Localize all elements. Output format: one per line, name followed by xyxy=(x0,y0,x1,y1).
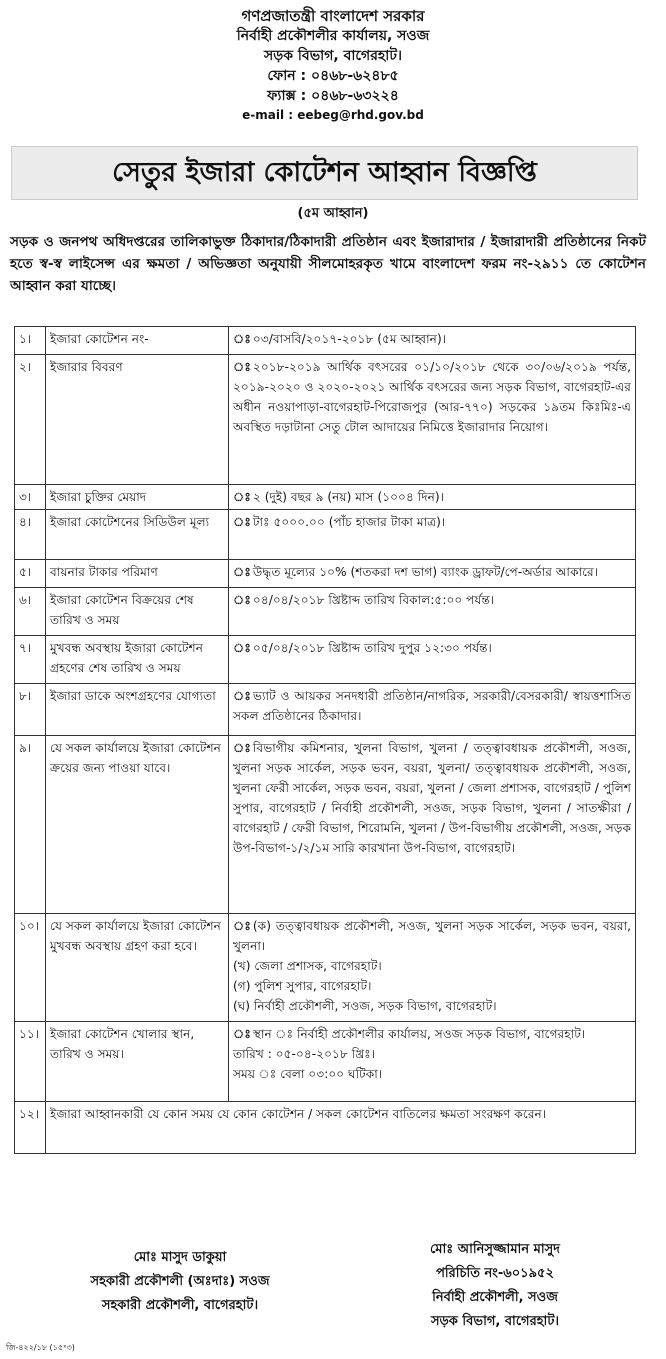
signer-right-id: পরিচিতি নং-৬০১৯৫২ xyxy=(436,1266,554,1281)
value-line: সময় ঃ বেলা ০৩:০০ ঘটিকা। xyxy=(233,1067,383,1081)
colon-mark: ঃ xyxy=(233,741,251,755)
row-label: ইজারা কোটেশন খোলার স্থান, তারিখ ও সময়। xyxy=(46,1022,229,1102)
signer-left-office: সহকারী প্রকৌশলী, বাগেরহাট। xyxy=(101,1298,259,1313)
colon-mark: ঃ xyxy=(233,515,251,529)
value-text: ২ (দুই) বছর ৯ (নয়) মাস (১০০৪ দিন)। xyxy=(252,490,445,504)
value-line: (গ) পুলিশ সুপার, বাগেরহাট। xyxy=(233,979,372,993)
value-line: তারিখ : ০৫-০৪-২০১৮ খ্রিঃ। xyxy=(233,1047,376,1061)
colon-mark: ঃ xyxy=(233,490,251,504)
colon-mark: ঃ xyxy=(233,919,251,933)
row-number: ৩। xyxy=(15,485,46,510)
schedule-row xyxy=(15,588,636,636)
value-line: (ঘ) নির্বাহী প্রকৌশলী, সওজ, সড়ক বিভাগ, বাগেরহাট। xyxy=(233,999,497,1013)
row-value xyxy=(229,914,636,1022)
row-value xyxy=(229,684,636,736)
signer-right-designation: নির্বাহী প্রকৌশলী, সওজ xyxy=(432,1290,558,1305)
row-label: ইজারা ডাকে অংশগ্রহণের যোগ্যতা xyxy=(46,684,229,736)
row-number: ১২। xyxy=(15,1102,46,1154)
row-number: ৭। xyxy=(15,636,46,684)
call-number: (৫ম আহ্বান) xyxy=(297,206,369,221)
row-text: ইজারা আহ্বানকারী যে কোন সময় যে কোন কোটেশন / সকল কোটেশন বাতিলের ক্ষমতা সংরক্ষণ করেন। xyxy=(50,1107,547,1121)
signature-right xyxy=(350,1238,640,1334)
signature-left xyxy=(30,1246,330,1318)
row-label: যে সকল কার্যালয়ে ইজারা কোটেশন ক্রয়ের জন্য পাওয়া যাবে। xyxy=(46,736,229,914)
schedule-row xyxy=(15,1022,636,1102)
row-value xyxy=(229,327,636,355)
row-number: ২। xyxy=(15,355,46,485)
value-text: উদ্ধৃত মূল্যের ১০% (শতকরা দশ ভাগ) ব্যাংক ড্রাফট/পে-অর্ডার আকারে। xyxy=(252,565,599,579)
email-line: e-mail : eebeg@rhd.gov.bd xyxy=(242,108,424,122)
reference-code: জি-৪২২/১৮ (১৫ˣ৩) xyxy=(6,1343,75,1352)
row-label: ইজারার বিবরণ xyxy=(46,355,229,485)
colon-mark: ঃ xyxy=(233,689,251,703)
colon-mark: ঃ xyxy=(233,641,251,655)
value-text: বিভাগীয় কমিশনার, খুলনা বিভাগ, খুলনা / তত্ত্বাবধায়ক প্রকৌশলী, সওজ, খুলনা সড়ক সার্কেল, সড়ক ভবন, বয়রা, খুলনা/ তত্ত্বাবধায়ক প্রকৌশলী, সওজ, খুলনা ফেরী সার্কেল, সড়ক ভবন, বয়রা, খুলনা / জেলা প্রশাসক, বাগেরহাট / পুলিশ সুপার, বাগেরহাট / নির্বাহী প্রকৌশলী, সওজ, সড়ক বিভাগ, খুলনা / সাতক্ষীরা / বাগেরহাট / ফেরী বিভাগ, শিরোমনি, খুলনা / উপ-বিভাগীয় প্রকৌশলী, সওজ, সড়ক উপ-বিভাগ-১/২/১ম সারি কারখানা উপ-বিভাগ, বাগেরহাট। xyxy=(233,741,631,855)
value-text: ২০১৮-২০১৯ আর্থিক বৎসরের ০১/১০/২০১৮ থেকে ৩০/০৬/২০১৯ পর্যন্ত, ২০১৯-২০২০ ও ২০২০-২০২১ আর্থিক বৎসরের জন্য সড়ক বিভাগ, বাগেরহাট-এর অধীন নওয়াপাড়া-বাগেরহাট-পিরোজপুর (আর-৭৭০) সড়কের ১৯তম কিঃমিঃ-এ অবস্থিত দড়াটানা সেতু টোল আদায়ের নিমিত্তে ইজারাদার নিয়োগ। xyxy=(233,360,631,434)
row-number: ১১। xyxy=(15,1022,46,1102)
row-label: ইজারা চুক্তির মেয়াদ xyxy=(46,485,229,510)
row-value xyxy=(229,485,636,510)
row-number: ৪। xyxy=(15,510,46,560)
row-number: ৯। xyxy=(15,736,46,914)
value-text: ভ্যাট ও আয়কর সনদধারী প্রতিষ্ঠান/নাগরিক, সরকারী/বেসরকারী/ স্বায়ত্তশাসিত সকল প্রতিষ্ঠানের ঠিকাদার। xyxy=(233,689,631,723)
notice-title: সেতুর ইজারা কোটেশন আহ্বান বিজ্ঞপ্তি xyxy=(11,146,638,200)
phone-line: ফোন : ০৪৬৮-৬২৪৮৫ xyxy=(267,68,399,84)
signer-left-designation: সহকারী প্রকৌশলী (অঃদাঃ) সওজ xyxy=(90,1274,270,1289)
value-text: টাঃ ৫০০০.০০ (পাঁচ হাজার টাকা মাত্র)। xyxy=(252,515,446,529)
schedule-row xyxy=(15,327,636,355)
signer-left-name: মোঃ মাসুদ ডাকুয়া xyxy=(133,1250,227,1265)
schedule-row xyxy=(15,355,636,485)
row-number: ৮। xyxy=(15,684,46,736)
schedule-row xyxy=(15,636,636,684)
row-value xyxy=(229,736,636,914)
row-number: ১০। xyxy=(15,914,46,1022)
schedule-row xyxy=(15,510,636,560)
row-value xyxy=(229,560,636,588)
schedule-table xyxy=(14,326,636,1154)
row-label: ইজারা কোটেশন বিক্রয়ের শেষ তারিখ ও সময় xyxy=(46,588,229,636)
signer-right-name: মোঃ আনিসুজ্জামান মাসুদ xyxy=(429,1242,561,1257)
government-line: গণপ্রজাতন্ত্রী বাংলাদেশ সরকার xyxy=(241,7,425,25)
row-value xyxy=(229,510,636,560)
schedule-row xyxy=(15,914,636,1022)
value-line: (খ) জেলা প্রশাসক, বাগেরহাট। xyxy=(233,959,382,973)
intro-paragraph: সড়ক ও জনপথ অধিদপ্তরের তালিকাভুক্ত ঠিকাদার/ঠিকাদারী প্রতিষ্ঠান এবং ইজারাদার / ইজারাদারী প্রতিষ্ঠানের নিকট হতে স্ব-স্ব লাইসেন্স এর ক্ষমতা / অভিজ্ঞতা অনুযায়ী সীলমোহরকৃত খামে বাংলাদেশ ফরম নং-২৯১১ তে কোটেশন আহ্বান করা যাচ্ছে। xyxy=(10,234,646,294)
office-header xyxy=(0,6,666,124)
colon-mark: ঃ xyxy=(233,332,251,346)
office-line: নির্বাহী প্রকৌশলীর কার্যালয়, সওজ xyxy=(236,28,430,44)
row-label: ইজারা কোটেশনের সিডিউল মূল্য xyxy=(46,510,229,560)
colon-mark: ঃ xyxy=(233,593,251,607)
fax-line: ফ্যাক্স : ০৪৬৮-৬৩২২৪ xyxy=(267,88,399,104)
schedule-row xyxy=(15,736,636,914)
row-label: ইজারা কোটেশন নং- xyxy=(46,327,229,355)
schedule-row xyxy=(15,684,636,736)
schedule-row xyxy=(15,1102,636,1154)
row-label: মুখবন্ধ অবস্থায় ইজারা কোটেশন গ্রহণের শেষ তারিখ ও সময় xyxy=(46,636,229,684)
row-number: ৫। xyxy=(15,560,46,588)
row-value xyxy=(229,588,636,636)
division-line: সড়ক বিভাগ, বাগেরহাট। xyxy=(264,48,402,64)
value-text: ০৪/০৪/২০১৮ খ্রিষ্টাব্দ তারিখ বিকাল:৫:০০ পর্যন্ত। xyxy=(252,593,495,607)
row-number: ৬। xyxy=(15,588,46,636)
schedule-row xyxy=(15,560,636,588)
colon-mark: ঃ xyxy=(233,1027,251,1041)
signer-right-office: সড়ক বিভাগ, বাগেরহাট। xyxy=(430,1314,560,1329)
row-value xyxy=(229,636,636,684)
schedule-row xyxy=(15,485,636,510)
value-text: ০৫/০৪/২০১৮ খ্রিষ্টাব্দ তারিখ দুপুর ১২:৩০ পর্যন্ত। xyxy=(252,641,492,655)
row-label: যে সকল কার্যালয়ে ইজারা কোটেশন মুখবন্ধ অবস্থায় গ্রহণ করা হবে। xyxy=(46,914,229,1022)
row-label: বায়নার টাকার পরিমাণ xyxy=(46,560,229,588)
colon-mark: ঃ xyxy=(233,565,251,579)
row-number: ১। xyxy=(15,327,46,355)
value-line: স্থান ঃ নির্বাহী প্রকৌশলীর কার্যালয়, সওজ সড়ক বিভাগ, বাগেরহাট। xyxy=(252,1027,586,1041)
value-line: (ক) তত্ত্বাবধায়ক প্রকৌশলী, সওজ, খুলনা সড়ক সার্কেল, সড়ক ভবন, বয়রা, খুলনা। xyxy=(233,919,631,953)
row-value xyxy=(229,1022,636,1102)
value-text: ০৩/বাসবি/২০১৭-২০১৮ (৫ম আহ্বান)। xyxy=(252,332,447,346)
colon-mark: ঃ xyxy=(233,360,251,374)
row-full-text xyxy=(46,1102,636,1154)
row-value xyxy=(229,355,636,485)
